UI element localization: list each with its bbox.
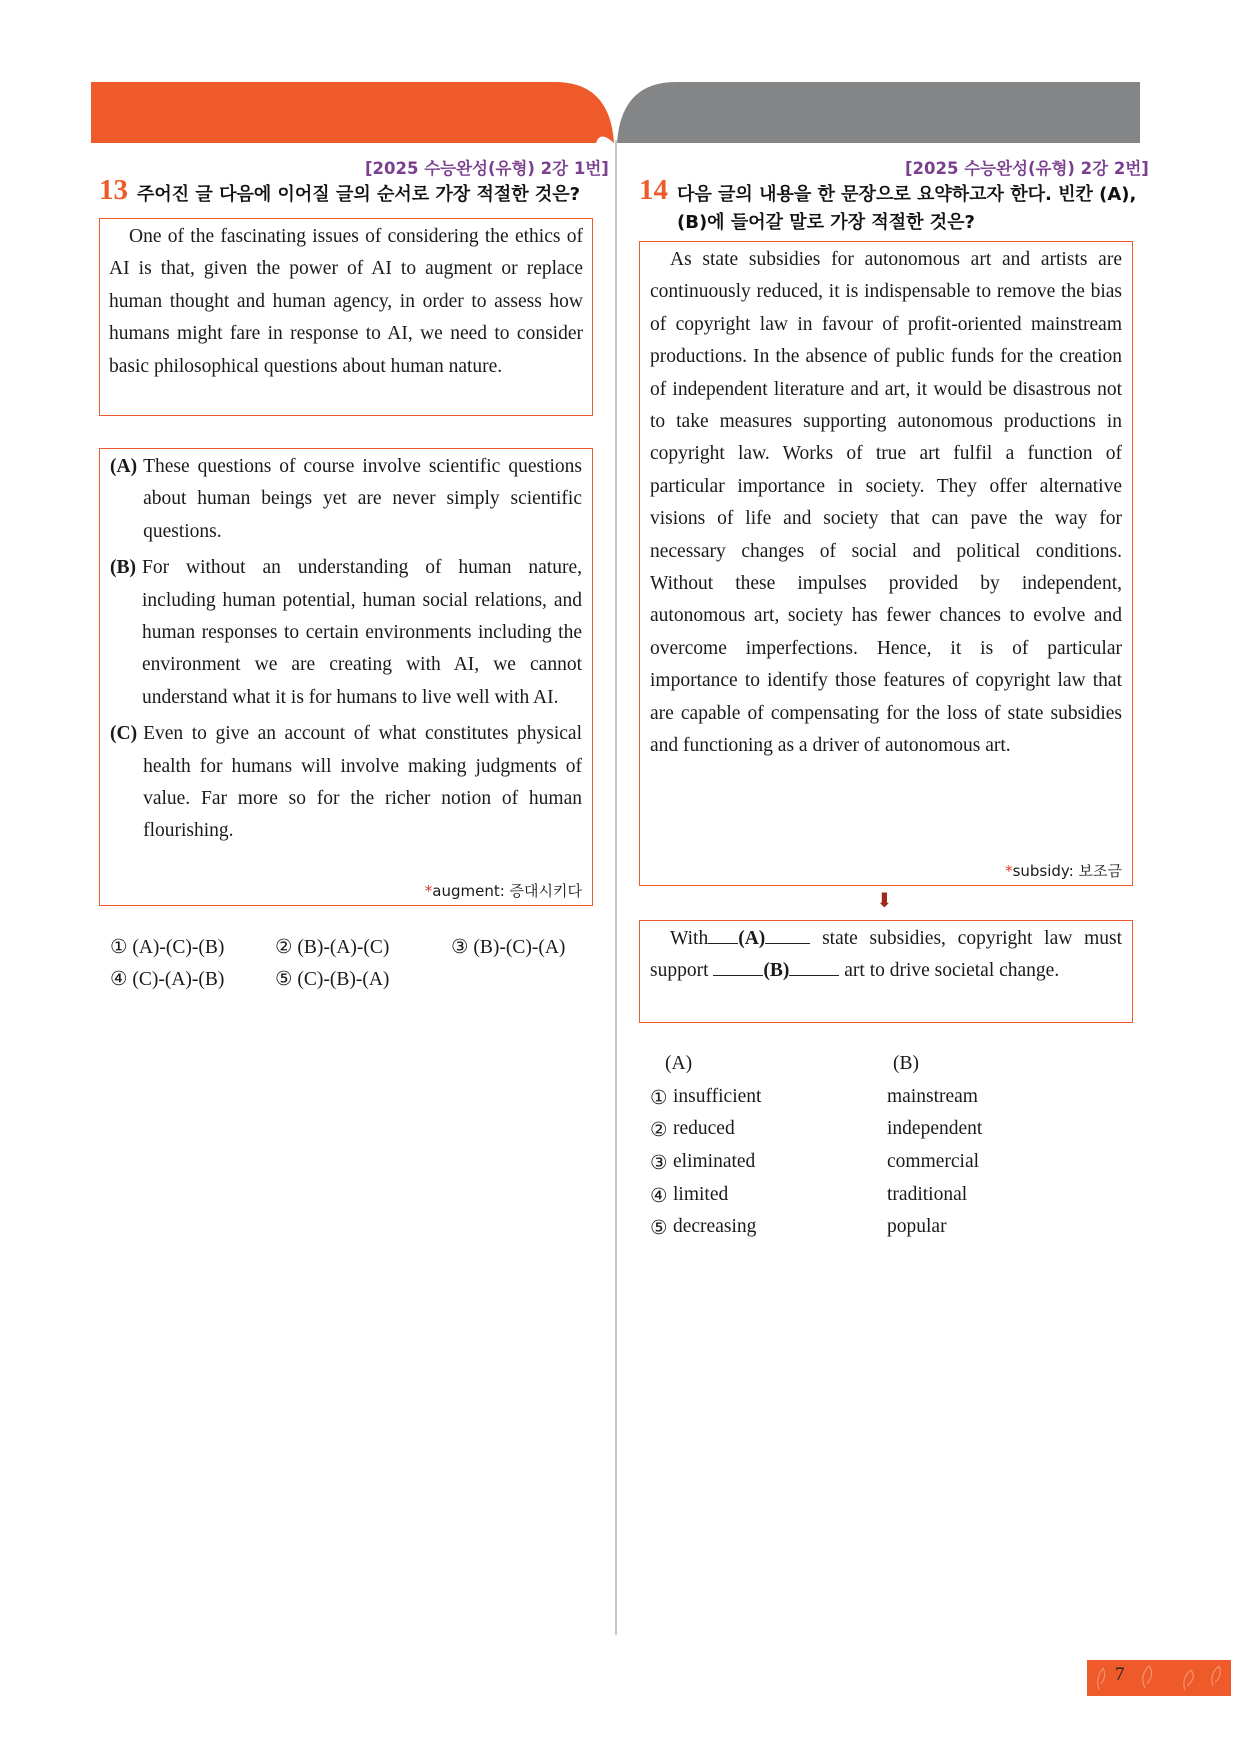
- q14-number: 14: [639, 174, 668, 206]
- q13-option-4[interactable]: ④ (C)-(A)-(B): [110, 969, 225, 990]
- q13-parts-box: [99, 448, 593, 906]
- q13-part-b-label: (B): [110, 557, 136, 579]
- blank-a-label: (A): [738, 928, 766, 949]
- q14-option-4-num: ④: [650, 1186, 668, 1207]
- blank-b-label: (B): [763, 960, 790, 982]
- q14-option-2-num: ②: [650, 1120, 668, 1141]
- q14-question-line2: (B)에 들어갈 말로 가장 적절한 것은?: [677, 212, 975, 233]
- q14-question-line1: 다음 글의 내용을 한 문장으로 요약하고자 한다. 빈칸 (A),: [677, 184, 1137, 205]
- q14-option-5-num: ⑤: [650, 1218, 668, 1239]
- q14-option-2-a: reduced: [673, 1118, 735, 1139]
- q14-option-3-b: commercial: [887, 1151, 980, 1172]
- q13-source: [2025 수능완성(유형) 2강 1번]: [365, 159, 609, 178]
- q14-footnote: *subsidy: 보조금: [1005, 862, 1122, 880]
- q13-part-b: [110, 552, 582, 714]
- q13-part-a: [110, 451, 582, 548]
- q13-passage: One of the fascinating issues of considering the ethics of AI is that, given the power of AI to augment or replace human thought and human agency, in order to assess how humans might fare in response to AI, we need to consider basic philosophical questions about human nature.: [109, 226, 583, 377]
- q14-column-a-header: (A): [665, 1053, 693, 1074]
- q13-footnote: *augment: 증대시키다: [424, 882, 582, 900]
- q13-number: 13: [99, 174, 128, 206]
- q14-passage-box: [639, 241, 1133, 886]
- q14-summary-box: [639, 920, 1133, 1023]
- q14-column-b-header: (B): [893, 1053, 919, 1074]
- q14-option-1-b: mainstream: [887, 1086, 978, 1107]
- q14-option-1-a: insufficient: [673, 1086, 762, 1107]
- q14-option-4-a: limited: [673, 1184, 729, 1205]
- page-number: 7: [1115, 1664, 1125, 1685]
- q13-question: 주어진 글 다음에 이어질 글의 순서로 가장 적절한 것은?: [137, 184, 581, 205]
- q13-option-3[interactable]: ③ (B)-(C)-(A): [451, 937, 566, 958]
- q14-summary: With (A) state subsidies, copyright law must support (B) art to drive societal change.: [650, 923, 1122, 988]
- q14-option-3-a: eliminated: [673, 1151, 756, 1172]
- q14-option-5-b: popular: [887, 1216, 947, 1237]
- q14-option-5-a: decreasing: [673, 1216, 757, 1237]
- column-divider: [615, 140, 617, 1635]
- q14-source: [2025 수능완성(유형) 2강 2번]: [905, 159, 1149, 178]
- q14-option-4-b: traditional: [887, 1184, 968, 1205]
- q14-option-1-num: ①: [650, 1088, 668, 1109]
- q13-option-2[interactable]: ② (B)-(A)-(C): [275, 937, 390, 958]
- q13-part-c: [110, 718, 582, 848]
- down-arrow-icon: ⬇: [876, 890, 893, 912]
- q13-part-c-label: (C): [110, 723, 138, 745]
- q14-passage: As state subsidies for autonomous art and artists are continuously reduced, it is indispensable to remove the bias of copyright law in favour of profit-oriented mainstream productions. In the absence of public funds for the creation of independent literature and art, it would be disastrous not to take measures supporting autonomous productions in copyright law. Works of true art fulfil a function of particular importance in society. They offer alternative visions of life and society that can pave the way for necessary changes of social and political conditions. Without these impulses provided by independent, autonomous art, society has fewer chances to evolve and overcome imperfections. Hence, it is of particular importance to identify those features of copyright law that are capable of compensating for the loss of state subsidies and functioning as a driver of autonomous art.: [650, 249, 1122, 757]
- page-number-tab: [1087, 1660, 1231, 1696]
- q13-option-1[interactable]: ① (A)-(C)-(B): [110, 937, 225, 958]
- header-tabs: [0, 0, 1240, 150]
- leaf-pattern-icon: [1087, 1660, 1231, 1696]
- q13-part-c-text: Even to give an account of what constitutes physical health for humans will involve making judgments of value. Far more so for the richer notion of human flourishing.: [143, 723, 582, 842]
- q13-part-b-text: For without an understanding of human nature, including human potential, human social relations, and human responses to certain environments including the environment we are creating with AI, we cannot understand what it is for humans to live well with AI.: [142, 557, 582, 708]
- q13-part-a-text: These questions of course involve scientific questions about human beings yet are never simply scientific questions.: [143, 456, 582, 542]
- q13-part-a-label: (A): [110, 456, 138, 477]
- q14-option-2-b: independent: [887, 1118, 983, 1139]
- q14-option-3-num: ③: [650, 1153, 668, 1174]
- q13-option-5[interactable]: ⑤ (C)-(B)-(A): [275, 969, 390, 990]
- q13-passage-box: [99, 218, 593, 416]
